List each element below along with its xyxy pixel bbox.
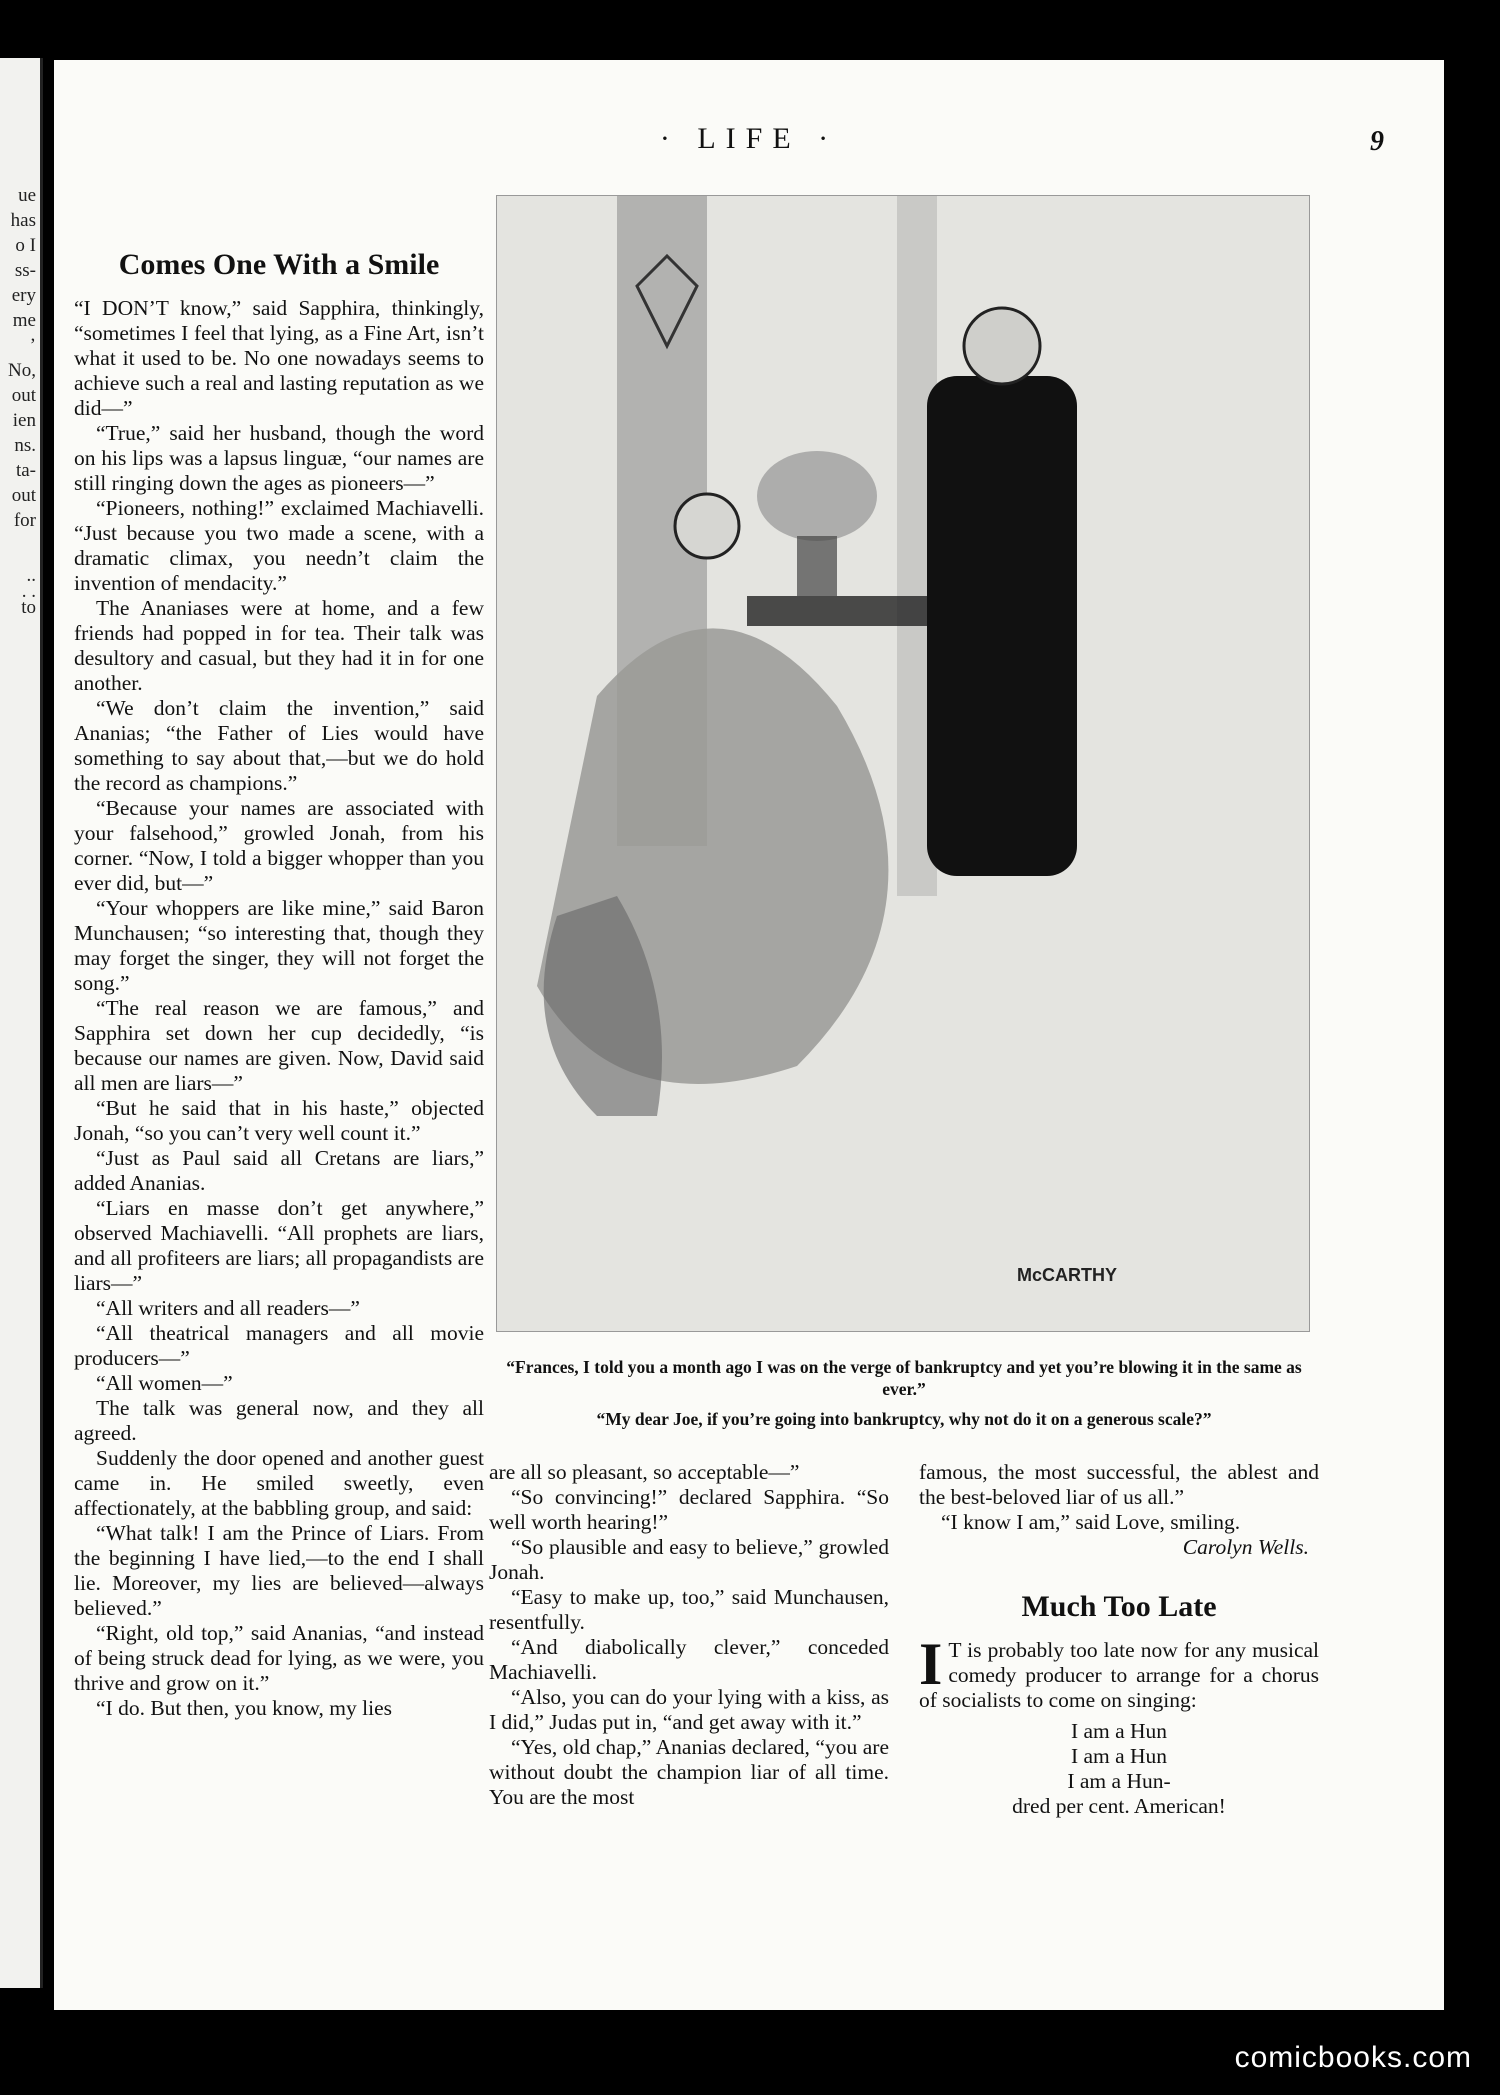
poem-line: I am a Hun — [1070, 1744, 1168, 1768]
paragraph: “We don’t claim the invention,” said Ananias; “the Father of Lies would have something to say about that,—but we do hold the record as champions.” — [74, 696, 484, 795]
paragraph: “Yes, old chap,” Ananias declared, “you are without doubt the champion liar of all time. You are the most — [489, 1735, 889, 1809]
illustration — [496, 195, 1310, 1332]
paragraph: “True,” said her husband, though the word on his lips was a lapsus linguæ, “our names are still ringing down the ages as pioneers—” — [74, 421, 484, 495]
article-column-2 — [489, 1460, 889, 1810]
paragraph: “All theatrical managers and all movie producers—” — [74, 1321, 484, 1370]
paragraph: “All writers and all readers—” — [96, 1296, 360, 1320]
margin-fragment: .. — [26, 565, 36, 586]
paragraph: “I know I am,” said Love, smiling. — [941, 1510, 1241, 1534]
article-column-3 — [919, 1460, 1319, 1819]
poem-line: dred per cent. American! — [1012, 1794, 1226, 1818]
paragraph: “So plausible and easy to believe,” growled Jonah. — [489, 1535, 889, 1584]
watermark: comicbooks.com — [1234, 2041, 1472, 2074]
paragraph: “What talk! I am the Prince of Liars. From the beginning I have lied,—to the end I shall lie. Moreover, my lies are believed—always believed.” — [74, 1521, 484, 1620]
paragraph: The Ananiases were at home, and a few friends had popped in for tea. Their talk was desultory and casual, but they had it in for one another. — [74, 596, 484, 695]
paragraph: Suddenly the door opened and another guest came in. He smiled sweetly, even affectionately, at the babbling group, and said: — [74, 1446, 484, 1520]
poem-line: I am a Hun- — [1067, 1769, 1171, 1793]
margin-fragment: has — [10, 210, 36, 231]
article-body — [74, 296, 484, 1721]
paragraph: “But he said that in his haste,” objected Jonah, “so you can’t very well count it.” — [74, 1096, 484, 1145]
lamp-shade-shape — [757, 451, 877, 541]
paragraph: “I do. But then, you know, my lies — [96, 1696, 392, 1720]
margin-fragment: to — [21, 597, 36, 618]
page-number: 9 — [1370, 126, 1384, 157]
paragraph-text: “I DON’T know,” said Sapphira, thinkingly, “sometimes I feel that lying, as a Fine Art, isn’t what it used to be. No one nowadays seems to achieve such a real and lasting reputation as we did—” — [74, 296, 484, 420]
paragraph: “Just as Paul said all Cretans are liars,” added Ananias. — [74, 1146, 484, 1195]
caption-line: “Frances, I told you a month ago I was on the verge of bankruptcy and yet you’re blowing it in the same as ever.” — [506, 1357, 1302, 1399]
margin-fragment: ss- — [14, 260, 36, 281]
paragraph: “Right, old top,” said Ananias, “and instead of being struck dead for lying, as we were, you thrive and grow on it.” — [74, 1621, 484, 1695]
margin-fragment: No, — [8, 360, 36, 381]
man-figure-shape — [927, 376, 1077, 876]
article-column-1 — [74, 248, 484, 1721]
poem — [919, 1719, 1319, 1819]
paragraph: “The real reason we are famous,” and Sapphira set down her cup decidedly, “is because our names are given. Now, David said all men are liars—” — [74, 996, 484, 1095]
caption-line: “My dear Joe, if you’re going into bankruptcy, why not do it on a generous scale?” — [596, 1409, 1212, 1429]
margin-fragment: out — [11, 485, 36, 506]
paragraph: “And diabolically clever,” conceded Machiavelli. — [489, 1635, 889, 1684]
drawing-of-couple-image — [497, 196, 1309, 1331]
drop-cap: I — [919, 1631, 943, 1697]
margin-fragment: ue — [18, 185, 36, 206]
margin-fragment: ery — [11, 285, 36, 306]
margin-fragment: ien — [12, 410, 36, 431]
previous-page-edge — [0, 58, 43, 1988]
margin-fragment: out — [11, 385, 36, 406]
margin-fragment: . . — [21, 581, 36, 602]
article-title: Comes One With a Smile — [118, 248, 440, 281]
paragraph: famous, the most successful, the ablest and the best-beloved liar of us all.” — [919, 1460, 1319, 1509]
margin-fragment: ns. — [14, 435, 36, 456]
paragraph: are all so pleasant, so acceptable—” — [489, 1460, 800, 1484]
paragraph: “So convincing!” declared Sapphira. “So well worth hearing!” — [489, 1485, 889, 1534]
margin-fragment: ta- — [15, 460, 36, 481]
paragraph: “All women—” — [96, 1371, 233, 1395]
article-title: Much Too Late — [1021, 1590, 1217, 1623]
paragraph — [74, 296, 484, 421]
paragraph: “Pioneers, nothing!” exclaimed Machiavelli. “Just because you two made a scene, with a dramatic climax, you needn’t claim the invention of mendacity.” — [74, 496, 484, 595]
paragraph: “Easy to make up, too,” said Munchausen, resentfully. — [489, 1585, 889, 1634]
article-body: T is probably too late now for any musical comedy producer to arrange for a chorus of socialists to come on singing: — [919, 1638, 1319, 1712]
paragraph: “Because your names are associated with your falsehood,” growled Jonah, from his corner. “Now, I told a bigger whopper than you ever did, but—” — [74, 796, 484, 895]
artist-signature: McCARTHY — [1017, 1265, 1118, 1285]
poem-line: I am a Hun — [1070, 1719, 1168, 1743]
author-byline: Carolyn Wells. — [1182, 1535, 1309, 1559]
paragraph: “Also, you can do your lying with a kiss, as I did,” Judas put in, “and get away with it.” — [489, 1685, 889, 1734]
illustration-caption — [494, 1356, 1314, 1438]
magazine-page — [54, 60, 1444, 2010]
margin-fragment: ’ — [29, 335, 36, 356]
margin-fragment: for — [13, 510, 36, 531]
running-title: · LIFE · — [659, 122, 839, 155]
paragraph: “Your whoppers are like mine,” said Baron Munchausen; “so interesting that, though they may forget the singer, they will not forget the song.” — [74, 896, 484, 995]
margin-fragment: o I — [15, 235, 36, 256]
margin-fragment: me — [12, 310, 36, 331]
paragraph: The talk was general now, and they all agreed. — [74, 1396, 484, 1445]
paragraph: “Liars en masse don’t get anywhere,” observed Machiavelli. “All prophets are liars, and all profiteers are liars; all propagandists are liars—” — [74, 1196, 484, 1295]
